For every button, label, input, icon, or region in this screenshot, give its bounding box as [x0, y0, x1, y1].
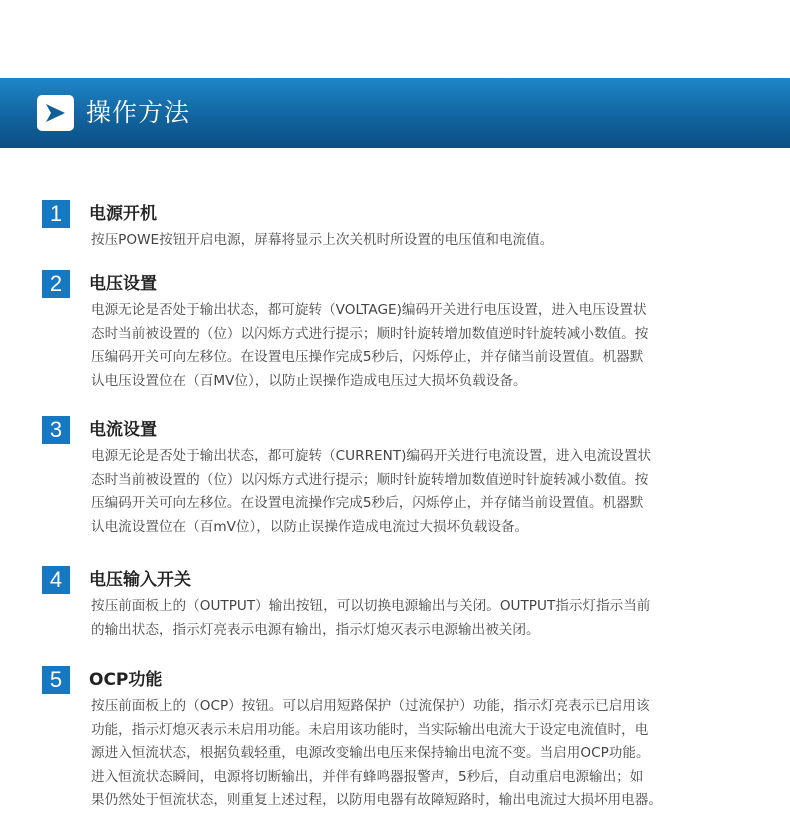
step-description: 电源无论是否处于输出状态，都可旋转（VOLTAGE)编码开关进行电压设置，进入电压设置状 态时当前被设置的（位）以闪烁方式进行提示；顺时针旋转增加数值逆时针旋转减小数值。按 压编码开关可向左移位。在设置电压操作完成5秒后，闪烁停止，并存储当前设置值。机器默 认电压设置位在（百MV位），以防止误操作造成电压过大损坏负载设备。: [91, 302, 649, 389]
step-description: 按压前面板上的（OCP）按钮。可以启用短路保护（过流保护）功能，指示灯亮表示已启用该 功能，指示灯熄灭表示未启用功能。未启用该功能时，当实际输出电流大于设定电流值时，电 源进入恒流状态，根据负载轻重，电源改变输出电压来保持输出电流不变。当启用OCP功能。 进入恒流状态瞬间，电源将切断输出，并伴有蜂鸣器报警声，5秒后，自动重启电源输出；如 果仍然处于恒流状态，则重复上述过程，以防用电器有故障短路时，输出电流过大损坏用电器。: [91, 698, 662, 808]
step-number-badge: 5: [42, 666, 70, 694]
step-number-badge: 3: [42, 416, 70, 444]
step-number-badge: 1: [42, 200, 70, 228]
step-title: OCP功能: [89, 670, 163, 690]
play-arrow-icon: [37, 95, 74, 131]
step-title: 电压输入开关: [89, 570, 191, 590]
step-number-badge: 2: [42, 270, 70, 298]
step-description: 按压前面板上的（OUTPUT）输出按钮，可以切换电源输出与关闭。OUTPUT指示灯指示当前 的输出状态，指示灯亮表示电源有输出，指示灯熄灭表示电源输出被关闭。: [91, 598, 651, 638]
step-number-badge: 4: [42, 566, 70, 594]
step-title: 电压设置: [89, 274, 157, 294]
step-description: 按压POWE按钮开启电源，屏幕将显示上次关机时所设置的电压值和电流值。: [91, 232, 554, 248]
step-title: 电源开机: [89, 204, 157, 224]
page-title: 操作方法: [86, 98, 191, 127]
step-description: 电源无论是否处于输出状态，都可旋转（CURRENT)编码开关进行电流设置，进入电流设置状 态时当前被设置的（位）以闪烁方式进行提示；顺时针旋转增加数值逆时针旋转减小数值。按 压编码开关可向左移位。在设置电流操作完成5秒后，闪烁停止，并存储当前设置值。机器默 认电流设置位在（百mV位），以防止误操作造成电流过大损坏负载设备。: [91, 448, 652, 535]
step-title: 电流设置: [89, 420, 157, 440]
section-header-banner: [0, 78, 790, 148]
